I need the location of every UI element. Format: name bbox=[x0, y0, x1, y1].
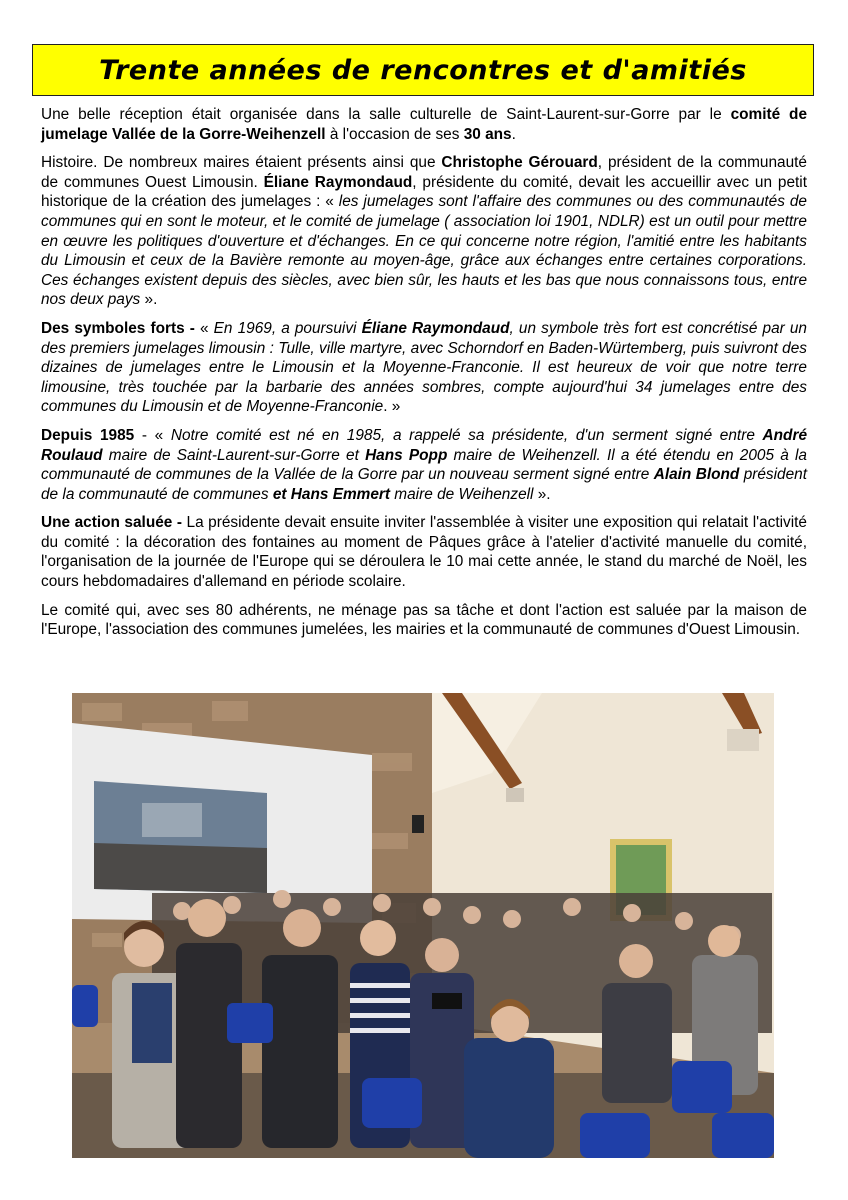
quote-text: En 1969, a poursuivi bbox=[213, 319, 362, 337]
bold-text: 30 ans bbox=[463, 125, 512, 143]
bold-quote-text: Alain Blond bbox=[653, 466, 740, 484]
text: Le comité qui, avec ses 80 adhérents, ne ménage pas sa tâche et dont l'action est saluée par la maison de l'Europe, l'association des communes jumelées, les mairies et la communauté de communes d'Ouest Limousin. bbox=[41, 601, 807, 639]
text: à l'occasion de ses bbox=[325, 125, 464, 143]
paragraph-conclusion bbox=[41, 601, 807, 640]
paragraph-depuis-1985 bbox=[41, 426, 807, 504]
text: « bbox=[194, 319, 214, 337]
quote-text: maire de Weihenzell. Il a été étendu en 2005 à la communauté de communes de la Vallée de la Gorre par un nouveau serment signé entre bbox=[41, 446, 807, 484]
quote-text: maire de Weihenzell bbox=[390, 485, 534, 503]
photo-illustration bbox=[72, 693, 774, 1158]
article-body bbox=[41, 105, 807, 649]
paragraph-action bbox=[41, 513, 807, 591]
paragraph-intro bbox=[41, 105, 807, 144]
text: ». bbox=[533, 485, 551, 503]
bold-quote-text: et Hans Emmert bbox=[272, 485, 391, 503]
quote-text: les jumelages sont l'affaire des communes ou des communautés de communes qui en sont le moteur, et le comité de jumelage ( association loi 1901, NDLR) est un outil pour mettre en œuvre les politiques d'ouverture et d'échanges. En ce qui concerne notre région, l'amitié entre les habitants du Limousin et ceux de la Bavière remonte au moyen-âge, grâce aux échanges entre certaines corporations. Ces échanges existent depuis des siècles, avec bien sûr, les hauts et les bas que nous connaissons tous, entre nos deux pays bbox=[41, 193, 807, 309]
bold-text: Christophe Gérouard bbox=[441, 154, 598, 172]
text: , présidente du comité, devait les accueillir avec un petit historique de la création des jumelages : « bbox=[41, 173, 807, 211]
text: Une belle réception était organisée dans la salle culturelle de Saint-Laurent-sur-Gorre par le bbox=[41, 106, 731, 123]
quote-text: maire de Saint-Laurent-sur-Gorre et bbox=[102, 446, 366, 464]
text: La présidente devait ensuite inviter l'assemblée à visiter une exposition qui relatait l'activité du comité : la décoration des fontaines au moment de Pâques grâce à l'atelier d'activité manuelle du comité, l'organisation de la journée de l'Europe qui se déroulera le 10 mai cette année, le stand du marché de Noël, les cours hebdomadaires d'allemand en période scolaire. bbox=[41, 514, 807, 591]
section-lead: Une action saluée - bbox=[41, 514, 182, 532]
quote-text: , un symbole très fort est concrétisé par un des premiers jumelages limousin : Tulle, ville martyre, avec Schorndorf en Baden-Würtemberg, puis suivront des dizaines de jumelages entre le Limousin et la Moyenne-Franconie. Il est heureux de voir que notre terre limousine, très touchée par la barbarie des années sombres, compte aujourd'hui 34 jumelages entre des communes du Limousin et de Moyenne-Franconie bbox=[41, 319, 807, 416]
text: Histoire. De nombreux maires étaient présents ainsi que bbox=[41, 154, 442, 172]
text: - « bbox=[134, 426, 171, 444]
bold-quote-text: Éliane Raymondaud bbox=[361, 319, 510, 337]
bold-text: Éliane Raymondaud bbox=[263, 173, 413, 191]
text: ». bbox=[140, 291, 158, 309]
article-title: Trente années de rencontres et d'amitiés bbox=[99, 54, 747, 86]
text: . bbox=[511, 125, 516, 143]
section-lead: Depuis 1985 bbox=[41, 426, 135, 444]
quote-text: président de la communauté de communes bbox=[41, 466, 808, 503]
text: . » bbox=[383, 398, 401, 416]
paragraph-histoire bbox=[41, 153, 807, 310]
bold-quote-text: André Roulaud bbox=[41, 426, 807, 464]
text: , président de la communauté de communes Ouest Limousin. bbox=[41, 154, 807, 191]
bold-quote-text: Hans Popp bbox=[365, 446, 448, 464]
section-lead: Des symboles forts - bbox=[41, 319, 195, 337]
paragraph-symboles bbox=[41, 319, 807, 417]
bold-text: comité de jumelage Vallée de la Gorre-Weihenzell bbox=[41, 106, 808, 143]
title-banner bbox=[32, 44, 814, 96]
quote-text: Notre comité est né en 1985, a rappelé sa présidente, d'un serment signé entre bbox=[170, 426, 763, 444]
reception-photo bbox=[72, 693, 774, 1158]
